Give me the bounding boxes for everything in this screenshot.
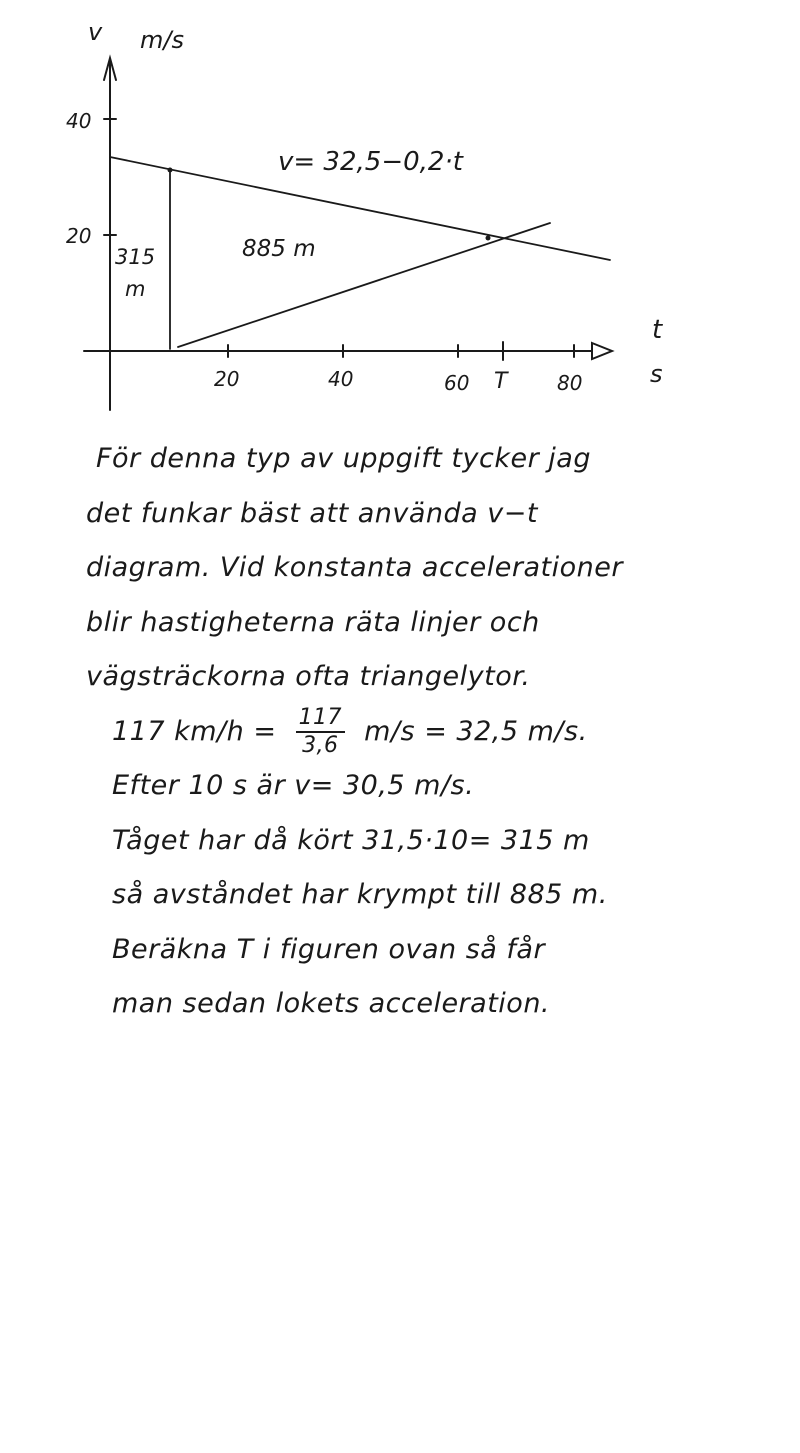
note-line-8: Tåget har då kört 31,5·10= 315 m <box>112 824 590 856</box>
x-tick-label-60: 60 <box>444 371 470 395</box>
intersection-point <box>486 236 491 241</box>
handwritten-notes <box>86 432 786 1032</box>
y-axis-unit: m/s <box>140 26 184 54</box>
area-left-value: 315 <box>115 245 156 269</box>
note-line-4: blir hastigheterna räta linjer och <box>86 606 540 638</box>
note-line-2: det funkar bäst att använda v−t <box>86 497 538 529</box>
y-axis-label: v <box>88 18 103 46</box>
speed-conversion-end: m/s = 32,5 m/s. <box>364 715 588 747</box>
fraction-denominator: 3,6 <box>302 733 339 758</box>
note-line-9: så avståndet har krympt till 885 m. <box>112 879 608 910</box>
x-tick-label-T: T <box>494 369 508 394</box>
y-tick-label-40: 40 <box>66 109 92 133</box>
speed-conversion-start: 117 km/h = <box>112 715 277 747</box>
note-line-6 <box>86 705 786 760</box>
area-left-unit: m <box>125 277 146 301</box>
x-axis-arrow-icon <box>592 343 612 359</box>
note-line-11: man sedan lokets acceleration. <box>112 988 551 1019</box>
y-tick-label-20: 20 <box>66 224 92 248</box>
x-axis-label: t <box>652 315 663 345</box>
point-t10 <box>168 168 173 173</box>
note-line-10: Beräkna T i figuren ovan så får <box>112 933 546 965</box>
note-line-3: diagram. Vid konstanta accelerationer <box>86 552 623 583</box>
equation-label: v= 32,5−0,2·t <box>278 147 463 177</box>
area-main-label: 885 m <box>242 236 316 262</box>
x-tick-label-40: 40 <box>328 367 354 391</box>
note-line-1: För denna typ av uppgift tycker jag <box>96 443 591 474</box>
loco-velocity-line <box>178 223 550 347</box>
x-tick-label-80: 80 <box>557 371 583 395</box>
note-line-5: vägsträckorna ofta triangelytor. <box>86 661 531 692</box>
speed-fraction <box>296 707 346 757</box>
fraction-numerator: 117 <box>296 707 346 733</box>
note-line-7: Efter 10 s är v= 30,5 m/s. <box>112 770 475 801</box>
x-tick-label-20: 20 <box>214 367 240 391</box>
v-t-diagram <box>0 0 800 420</box>
x-axis-unit: s <box>650 360 663 388</box>
